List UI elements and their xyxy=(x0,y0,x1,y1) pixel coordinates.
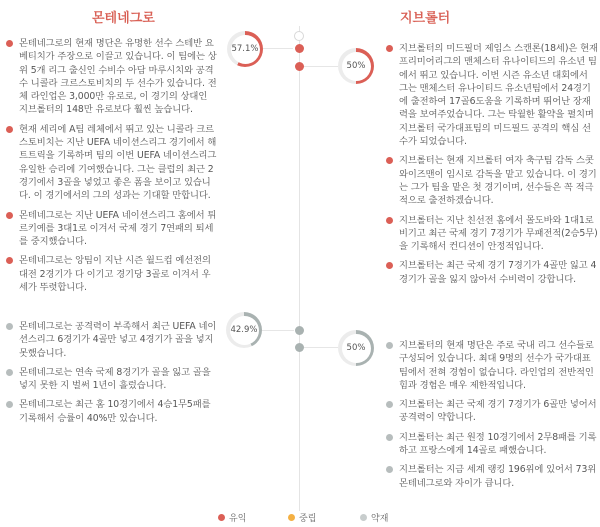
percent-label: 42.9% xyxy=(230,316,259,345)
percent-label: 50% xyxy=(342,52,371,81)
percent-ring-montenegro-disadvantage xyxy=(226,312,262,348)
list-item xyxy=(386,154,598,207)
bullet-dot xyxy=(386,401,393,408)
list-item-text: 지브롤터는 지난 친선전 홈에서 몰도바와 1대1로 비기고 최근 국제 경기 7경기가 무패전적(2승5무)을 기록해서 컨디션이 안정적입니다. xyxy=(399,214,598,253)
list-item xyxy=(386,259,598,286)
connector-line xyxy=(304,66,338,67)
list-item xyxy=(6,366,218,393)
legend xyxy=(0,511,600,527)
bullet-dot xyxy=(386,157,393,164)
list-item xyxy=(6,320,218,360)
percent-label: 57.1% xyxy=(231,35,260,64)
list-item-text: 몬테네그로는 공격력이 부족해서 최근 UEFA 네이션스리그 6경기가 4골만 넣고 4경기가 골을 넣지 못했습니다. xyxy=(19,321,217,359)
list-item-text: 지브롤터는 최근 국제 경기 7경기가 4골만 잃고 4경기가 골을 잃지 않아서 수비력이 강합니다. xyxy=(399,260,597,285)
list-item xyxy=(386,42,598,148)
list-item-text: 몬테네그로는 연속 국제 8경기가 골을 잃고 골을 넣지 못한 지 벌써 1년이 흘렀습니다. xyxy=(19,366,211,392)
team-title-montenegro: 몬테네그로 xyxy=(92,11,155,26)
timeline-node-gibraltar-advantage xyxy=(295,62,304,71)
bullet-dot xyxy=(386,466,393,473)
list-item-text: 지브롤터는 최근 국제 경기 7경기가 6골만 넣어서 공격력이 약합니다. xyxy=(399,399,597,424)
list-item-text: 몬테네그로의 현재 명단은 유명한 선수 스테반 요베티치가 주장으로 이끌고 있습니다. 이 팀에는 상위 5개 리그 출신인 수비수 아담 마루시치와 공격수 니콜라 크르스토비치의 두 선수가 있습니다. 전체 라인업은 3,000만 유로로, 이 경기의 상대인 지브롤터의 148만 유로보다 훨씬 높습니다. xyxy=(19,38,217,116)
list-item xyxy=(6,123,218,203)
bullet-dot xyxy=(386,342,393,349)
bullet-dot xyxy=(6,126,13,133)
percent-ring-montenegro-advantage xyxy=(227,31,263,67)
legend-label: 중립 xyxy=(299,514,317,524)
list-item-text: 지브롤터의 미드필더 제임스 스캔론(18세)은 현재 프리미어리그의 맨체스터 유나이티드의 유소년 팀에서 뛰고 있습니다. 이번 시즌 유소년 대회에서 그는 맨체스터 유나이티드 유소년팀에서 24경기에 출전하여 17골6도움을 기록하며 뛰어난 장재력을 보여주었습니다. 그는 탁월한 활약을 펼치며 지브롤터 국가대표팀의 미드필드 공격의 핵심 선수가 되었습니다. xyxy=(399,43,598,148)
timeline-axis xyxy=(299,26,301,511)
montenegro-advantages xyxy=(6,37,218,300)
list-item-text: 몬테네그로는 최근 홈 10경기에서 4승1무5패를 기록해서 승률이 40%만 있습니다. xyxy=(19,399,211,424)
list-item xyxy=(6,254,218,294)
bullet-dot xyxy=(386,217,393,224)
legend-item-neutral xyxy=(288,511,316,524)
gibraltar-advantages xyxy=(386,42,598,292)
list-item xyxy=(6,37,218,117)
list-item xyxy=(386,398,598,425)
bullet-dot xyxy=(6,257,13,264)
legend-item-advantage xyxy=(218,511,246,524)
legend-item-disadvantage xyxy=(360,511,388,524)
timeline-node-montenegro-disadvantage xyxy=(295,326,304,335)
percent-ring-gibraltar-advantage xyxy=(338,48,374,84)
connector-line xyxy=(263,48,293,49)
legend-dot-advantage xyxy=(218,514,225,521)
montenegro-disadvantages xyxy=(6,320,218,431)
timeline-node-montenegro-advantage xyxy=(295,44,304,53)
list-item xyxy=(386,339,598,392)
legend-dot-neutral xyxy=(288,514,295,521)
bullet-dot xyxy=(386,434,393,441)
bullet-dot xyxy=(6,369,13,376)
percent-ring-gibraltar-disadvantage xyxy=(338,330,374,366)
list-item-text: 지브롤터의 현재 명단은 주로 국내 리그 선수들로 구성되어 있습니다. 최대 9명의 선수가 국가대표팀에서 전혀 경험이 없습니다. 라인업의 전반적인 힘과 경험은 매우 제한적입니다. xyxy=(399,340,594,391)
bullet-dot xyxy=(6,212,13,219)
connector-line xyxy=(304,347,338,348)
timeline-node-gibraltar-disadvantage xyxy=(295,343,304,352)
list-item-text: 몬테네그로는 지난 UEFA 네이션스리그 홈에서 튀르키예를 3대1로 이겨서 국제 경기 7연패의 퇴세를 중지했습니다. xyxy=(19,209,217,248)
connector-line xyxy=(262,330,294,331)
gibraltar-disadvantages xyxy=(386,339,598,496)
list-item-text: 지브롤터는 현재 지브롤터 여자 축구팀 감독 스콧 와이즈맨이 임시로 감독을 맡고 있습니다. 이 경기는 그가 팀을 맡은 첫 경기이며, 선수들은 꼭 적극적으로 출전하겠습니다. xyxy=(399,155,597,207)
bullet-dot xyxy=(386,262,393,269)
legend-label: 약재 xyxy=(371,514,389,524)
list-item-text: 현재 세리에 A팀 레체에서 뛰고 있는 니콜라 크르스토비치는 지난 UEFA 네이션스리그 경기에서 해트트릭을 기록하며 팀의 이번 UEFA 네이션스리그 유일한 승리에 기여했습니다. 그는 클럽의 최근 2경기에서 3골을 넣었고 좋은 폼을 보이고 있습니다. 이 경기에서의 그의 성과는 기대할 만합니다. xyxy=(19,123,217,202)
legend-dot-disadvantage xyxy=(360,514,367,521)
timeline-node-ring xyxy=(294,31,304,41)
list-item-text: 몬테네그로는 앙팀이 지난 시즌 월드컵 예선전의 대전 2경기가 다 이기고 경기당 3골로 이겨서 우세가 뚜렷합니다. xyxy=(19,255,211,294)
list-item-text: 지브롤터는 지금 세계 랭킹 196위에 있어서 73위 몬테네그로와 자이가 큽니다. xyxy=(399,464,597,489)
bullet-dot xyxy=(6,401,13,408)
bullet-dot xyxy=(6,40,13,47)
list-item xyxy=(386,431,598,458)
bullet-dot xyxy=(6,323,13,330)
list-item-text: 지브롤터는 최근 원정 10경기에서 2무8패를 기록하고 프랑스에게 14골로 패했습니다. xyxy=(399,431,597,457)
list-item xyxy=(6,209,218,249)
bullet-dot xyxy=(386,45,393,52)
percent-label: 50% xyxy=(342,334,371,363)
legend-label: 유익 xyxy=(229,514,247,524)
list-item xyxy=(386,463,598,490)
list-item xyxy=(386,214,598,254)
list-item xyxy=(6,398,218,425)
team-title-gibraltar: 지브롤터 xyxy=(400,11,451,26)
